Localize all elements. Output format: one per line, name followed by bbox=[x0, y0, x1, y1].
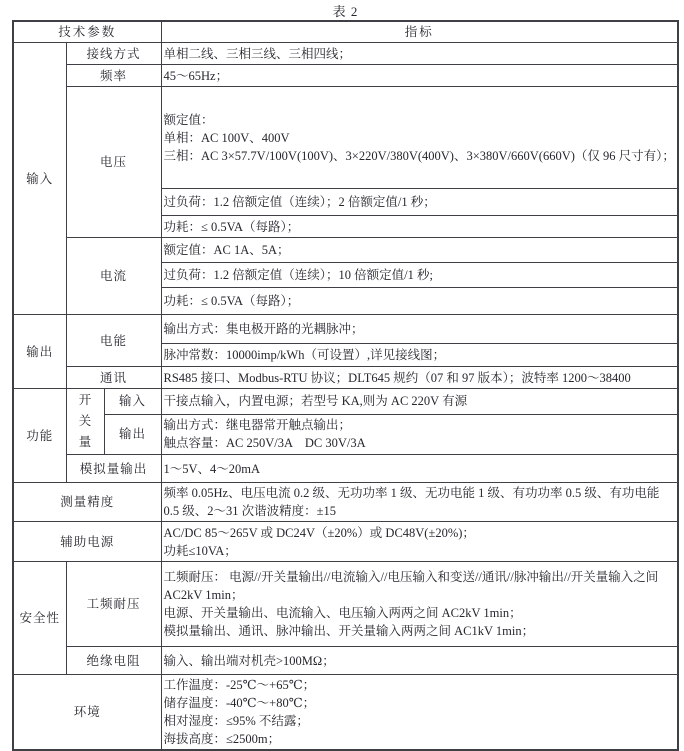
row-wiring bbox=[13, 43, 678, 65]
value-cell-analog-out: 1～5V、4～20mA bbox=[161, 455, 678, 483]
row-withstand bbox=[13, 562, 678, 647]
param-label-switch-qty: 开关量 bbox=[78, 393, 92, 449]
value-cell-voltage-overload: 过负荷：1.2 倍额定值（连续）；2 倍额定值/1 秒； bbox=[161, 189, 678, 216]
param-cell-withstand: 工频耐压 bbox=[66, 562, 161, 647]
row-current-rated bbox=[13, 238, 678, 263]
value-cell-aux-power bbox=[161, 522, 678, 562]
param-cell-analog-out: 模拟量输出 bbox=[66, 455, 161, 483]
value-line: 相对湿度：≤95% 不结露； bbox=[163, 714, 309, 728]
row-switch-output bbox=[13, 414, 678, 454]
group-cell-input: 输入 bbox=[13, 43, 66, 315]
param-cell-current: 电流 bbox=[66, 238, 161, 315]
header-indicator: 指标 bbox=[161, 21, 678, 43]
value-line: 电源、开关量输出、电流输入、电压输入两两之间 AC2kV 1min； bbox=[163, 606, 522, 620]
value-cell-comm: RS485 接口、Modbus-RTU 协议；DLT645 规约（07 和 97 版本）；波特率 1200～38400 bbox=[161, 367, 678, 389]
value-cell-current-overload: 过负荷：1.2 倍额定值（连续）；10 倍额定值/1 秒; bbox=[161, 263, 678, 288]
group-cell-aux-power: 辅助电源 bbox=[13, 522, 161, 562]
value-line: 单相：AC 100V、400V bbox=[163, 130, 290, 145]
param-cell-energy: 电能 bbox=[66, 315, 161, 367]
param-cell-switch-in: 输入 bbox=[104, 389, 161, 415]
value-line: 功耗≤10VA； bbox=[163, 543, 237, 558]
value-line: 储存温度：-40℃～+80℃； bbox=[163, 696, 316, 710]
param-cell-insulation: 绝缘电阻 bbox=[66, 647, 161, 675]
row-insulation bbox=[13, 647, 678, 675]
row-aux-power bbox=[13, 522, 678, 562]
row-comm bbox=[13, 367, 678, 389]
value-cell-switch-out bbox=[161, 414, 678, 454]
param-cell-voltage: 电压 bbox=[66, 87, 161, 238]
table-caption: 表 2 bbox=[332, 4, 359, 19]
value-cell-insulation: 输入、输出端对机壳>100MΩ； bbox=[161, 647, 678, 675]
value-cell-switch-in: 干接点输入，内置电源；若型号 KA,则为 AC 220V 有源 bbox=[161, 389, 678, 415]
row-frequency bbox=[13, 65, 678, 87]
value-line: 三相：AC 3×57.7V/100V(100V)、3×220V/380V(400V)、3×380V/660V(660V)（仅 96 尺寸有）； bbox=[163, 148, 675, 163]
value-line: 模拟量输出、通讯、脉冲输出、开关量输入两两之间 AC1kV 1min； bbox=[163, 624, 535, 638]
group-cell-output: 输出 bbox=[13, 315, 66, 389]
value-line: 工作温度：-25℃～+65℃； bbox=[163, 678, 316, 692]
value-cell-wiring: 单相二线、三相三线、三相四线； bbox=[161, 43, 678, 65]
group-cell-safety: 安全性 bbox=[13, 562, 66, 675]
value-line: 工频耐压： 电源//开关量输出//电流输入//电压输入和变送//通讯//脉冲输出//开关量输入之间 AC2kV 1min； bbox=[163, 570, 659, 602]
param-cell-wiring: 接线方式 bbox=[66, 43, 161, 65]
value-cell-current-consumption: 功耗：≤ 0.5VA（每路）； bbox=[161, 288, 678, 315]
param-cell-comm: 通讯 bbox=[66, 367, 161, 389]
value-cell-voltage-consumption: 功耗：≤ 0.5VA（每路）； bbox=[161, 216, 678, 238]
value-line: 输出方式：继电器常开触点输出； bbox=[163, 418, 352, 433]
value-cell-energy-pulse: 脉冲常数：10000imp/kWh（可设置）,详见接线图； bbox=[161, 344, 678, 367]
value-cell-accuracy: 频率 0.05Hz、电压电流 0.2 级、无功功率 1 级、无功电能 1 级、有功功率 0.5 级、有功电能 0.5 级、2～31 次谐波精度：±15 bbox=[161, 483, 678, 522]
value-cell-voltage-rated bbox=[161, 87, 678, 189]
group-cell-function: 功能 bbox=[13, 389, 66, 483]
row-analog-out bbox=[13, 455, 678, 483]
param-cell-frequency: 频率 bbox=[66, 65, 161, 87]
value-cell-energy-mode: 输出方式：集电极开路的光耦脉冲； bbox=[161, 315, 678, 344]
value-cell-frequency: 45～65Hz； bbox=[161, 65, 678, 87]
row-environment bbox=[13, 675, 678, 751]
row-voltage-rated bbox=[13, 87, 678, 189]
group-cell-accuracy: 测量精度 bbox=[13, 483, 161, 522]
spec-table bbox=[12, 20, 679, 751]
value-line: 触点容量：AC 250V/3A DC 30V/3A bbox=[163, 436, 366, 451]
header-param: 技术参数 bbox=[13, 21, 161, 43]
value-line: 额定值： bbox=[163, 112, 214, 127]
param-cell-switch-qty bbox=[66, 389, 104, 455]
row-accuracy bbox=[13, 483, 678, 522]
value-cell-environment bbox=[161, 675, 678, 751]
row-energy-mode bbox=[13, 315, 678, 344]
value-line: 海拔高度：≤2500m； bbox=[163, 732, 281, 746]
group-cell-environment: 环境 bbox=[13, 675, 161, 751]
value-cell-current-rated: 额定值：AC 1A、5A； bbox=[161, 238, 678, 263]
param-cell-switch-out: 输出 bbox=[104, 414, 161, 454]
value-cell-withstand bbox=[161, 562, 678, 647]
header-row bbox=[13, 21, 678, 43]
row-switch-input bbox=[13, 389, 678, 415]
value-line: AC/DC 85～265V 或 DC24V（±20%）或 DC48V(±20%)； bbox=[163, 525, 475, 540]
